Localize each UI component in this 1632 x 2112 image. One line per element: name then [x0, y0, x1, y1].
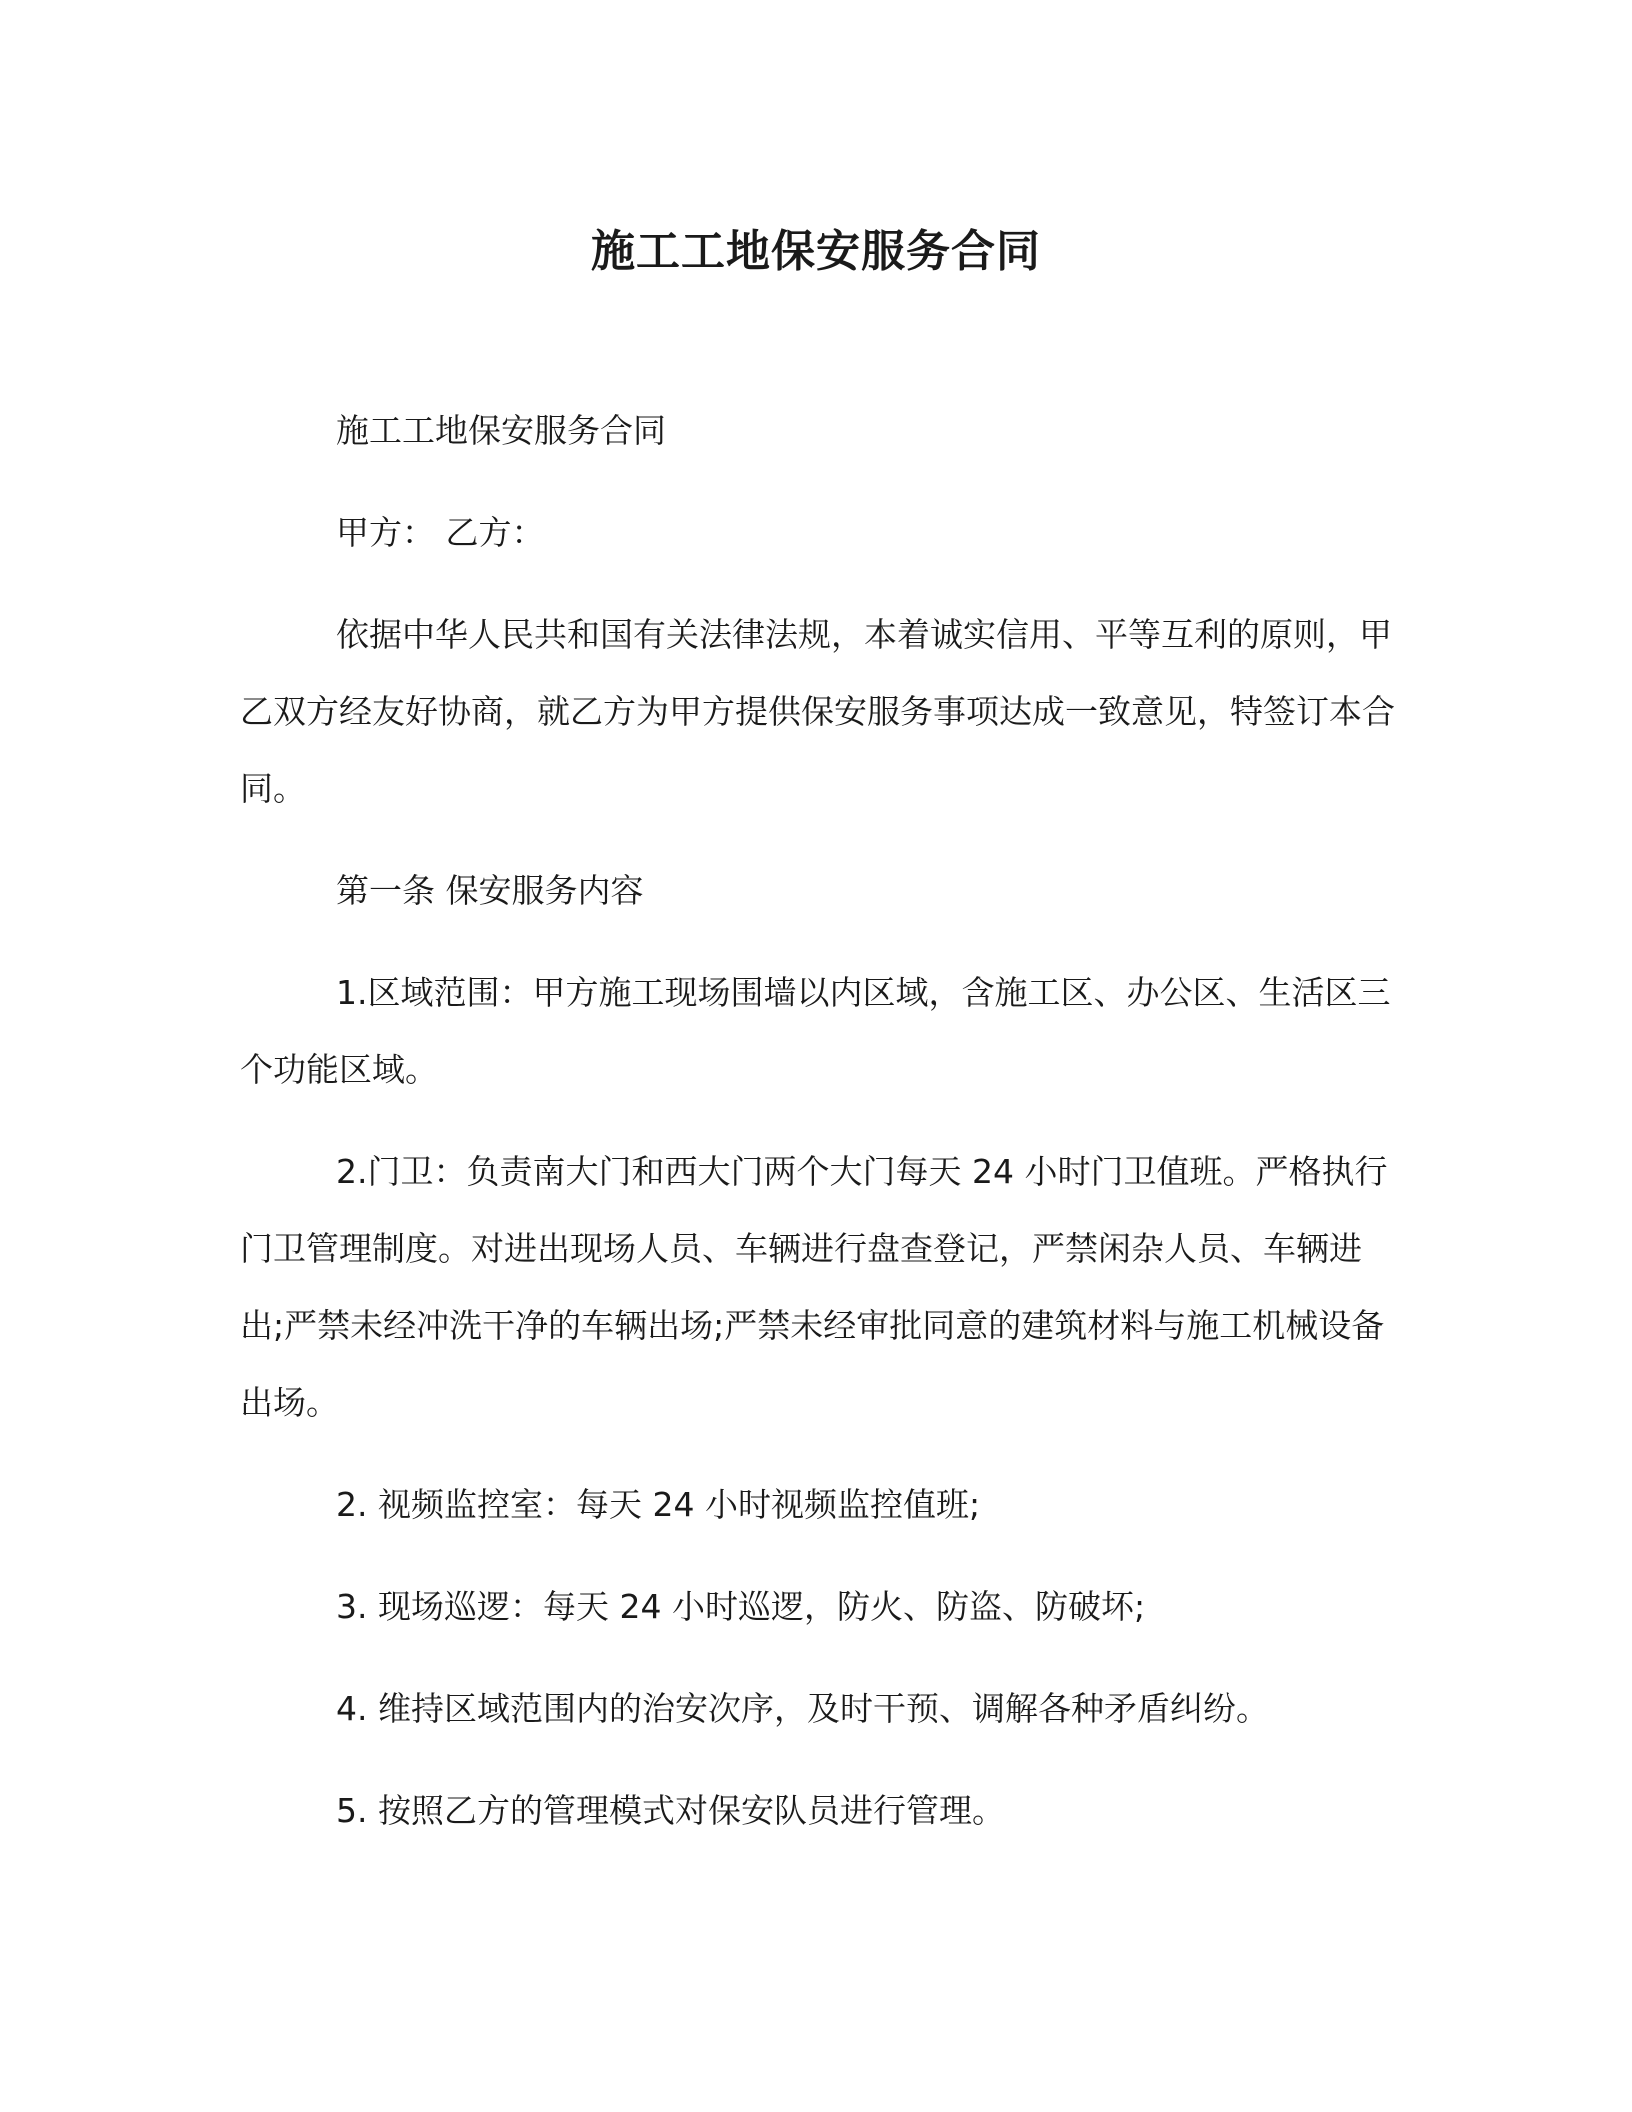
paragraph-subtitle: 施工工地保安服务合同: [336, 411, 666, 450]
paragraph-public-order: 4. 维持区域范围内的治安次序，及时干预、调解各种矛盾纠纷。: [336, 1689, 1269, 1728]
paragraph-parties: 甲方： 乙方：: [336, 513, 545, 552]
paragraph-scope: 1.区域范围：甲方施工现场围墙以内区域，含施工区、办公区、生活区三个功能区域。: [240, 973, 1391, 1089]
paragraph-video-monitoring: 2. 视频监控室：每天 24 小时视频监控值班;: [336, 1485, 981, 1524]
paragraph-article-one-heading: 第一条 保安服务内容: [336, 871, 644, 910]
paragraph-management: 5. 按照乙方的管理模式对保安队员进行管理。: [336, 1791, 1005, 1830]
paragraph-patrol: 3. 现场巡逻：每天 24 小时巡逻，防火、防盗、防破坏;: [336, 1587, 1146, 1626]
paragraph-gate-guard: 2.门卫：负责南大门和西大门两个大门每天 24 小时门卫值班。严格执行门卫管理制度。对进出现场人员、车辆进行盘查登记，严禁闲杂人员、车辆进出;严禁未经冲洗干净的车辆出场;严禁未经审批同意的建筑材料与施工机械设备出场。: [240, 1152, 1388, 1422]
paragraph-preamble: 依据中华人民共和国有关法律法规，本着诚实信用、平等互利的原则，甲乙双方经友好协商，就乙方为甲方提供保安服务事项达成一致意见，特签订本合同。: [240, 615, 1395, 808]
document-title: 施工工地保安服务合同: [591, 226, 1041, 277]
